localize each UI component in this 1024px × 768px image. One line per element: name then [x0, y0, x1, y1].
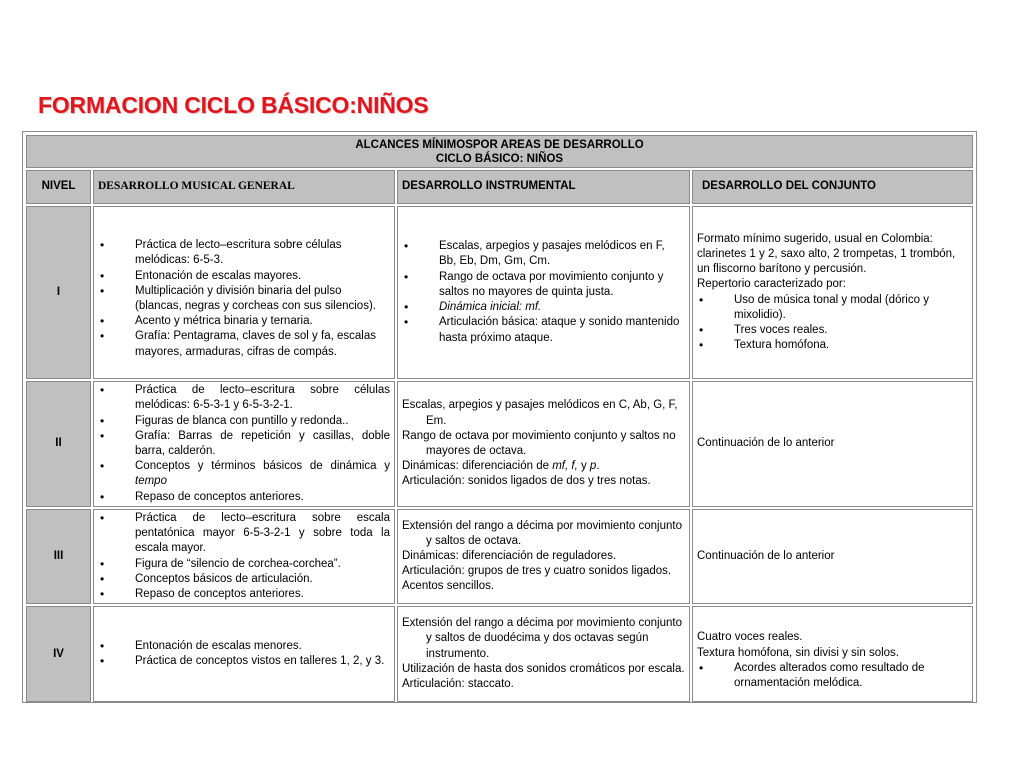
- instrumental-line: Extensión del rango a décima por movimiento conjunto y saltos de octava.: [402, 519, 682, 547]
- caption-line-1: ALCANCES MÍNIMOSPOR AREAS DE DESARROLLO: [355, 138, 644, 151]
- alcances-table-frame: [22, 131, 977, 703]
- list-item: • Uso de música tonal y modal (dórico y mixolidio).: [697, 293, 968, 323]
- conjunto-cell: Continuación de lo anterior: [692, 381, 973, 507]
- list-item: • Práctica de lecto–escritura sobre células melódicas: 6-5-3.: [98, 238, 390, 268]
- dinamicas-mf-f: mf, f,: [552, 460, 578, 473]
- list-item: • Figura de “silencio de corchea-corchea”.: [98, 557, 390, 572]
- tempo-term: tempo: [135, 475, 167, 488]
- instrumental-cell: [397, 509, 690, 604]
- table-caption: [26, 135, 973, 168]
- instrumental-cell: [397, 206, 690, 379]
- musical-cell: [93, 509, 395, 604]
- list-item: • Conceptos básicos de articulación.: [98, 572, 390, 587]
- list-item: • Grafía: Pentagrama, claves de sol y fa, escalas mayores, armaduras, cifras de compás.: [98, 329, 390, 359]
- page-title: FORMACION CICLO BÁSICO:NIÑOS: [38, 92, 429, 118]
- list-item: • Articulación básica: ataque y sonido mantenido hasta próximo ataque.: [402, 315, 685, 345]
- list-item: • Acordes alterados como resultado de ornamentación melódica.: [697, 661, 968, 691]
- conjunto-cell: Continuación de lo anterior: [692, 509, 973, 604]
- conjunto-text: Repertorio caracterizado por:: [697, 278, 846, 291]
- conjunto-cell: [692, 606, 973, 702]
- list-item: [98, 459, 390, 489]
- conjunto-text: Cuatro voces reales.: [697, 631, 803, 644]
- list-item: • Tres voces reales.: [697, 323, 968, 338]
- table-row: [26, 206, 973, 379]
- list-item: • Entonación de escalas menores.: [98, 639, 390, 654]
- list-item: • Práctica de lecto–escritura sobre células melódicas: 6-5-3-1 y 6-5-3-2-1.: [98, 383, 390, 413]
- nivel-cell: IV: [26, 606, 91, 702]
- column-header-conjunto: DESARROLLO DEL CONJUNTO: [692, 170, 973, 204]
- column-header-musical: DESARROLLO MUSICAL GENERAL: [93, 170, 395, 204]
- nivel-cell: I: [26, 206, 91, 379]
- nivel-cell: II: [26, 381, 91, 507]
- alcances-table: [24, 133, 975, 704]
- instrumental-cell: [397, 606, 690, 702]
- table-row: [26, 381, 973, 507]
- list-item: • Repaso de conceptos anteriores.: [98, 587, 390, 602]
- conjunto-text: Formato mínimo sugerido, usual en Colombia: clarinetes 1 y 2, saxo alto, 2 trompetas, 1 trombón, un fliscorno barítono y percusión.: [697, 232, 956, 276]
- conjunto-text: Textura homófona, sin divisi y sin solos.: [697, 646, 899, 659]
- instrumental-line: Rango de octava por movimiento conjunto y saltos no mayores de octava.: [402, 429, 676, 457]
- table-row: [26, 606, 973, 702]
- musical-cell: [93, 606, 395, 702]
- instrumental-line: [402, 459, 685, 474]
- instrumental-line: Dinámicas: diferenciación de reguladores.: [402, 550, 617, 562]
- table-row: [26, 509, 973, 604]
- instrumental-line: Utilización de hasta dos sonidos cromáticos por escala.: [402, 662, 685, 675]
- list-item: • Repaso de conceptos anteriores.: [98, 490, 390, 505]
- list-item: • Rango de octava por movimiento conjunto y saltos no mayores de quinta justa.: [402, 270, 685, 300]
- musical-cell: [93, 206, 395, 379]
- musical-cell: [93, 381, 395, 507]
- dinamicas-label: Dinámicas: diferenciación de: [402, 460, 553, 473]
- instrumental-line: Articulación: sonidos ligados de dos y tres notas.: [402, 475, 651, 488]
- dinamicas-end: .: [596, 460, 600, 473]
- instrumental-line: Extensión del rango a décima por movimiento conjunto y saltos de duodécima y dos octavas según instrumento.: [402, 617, 682, 660]
- caption-line-2: CICLO BÁSICO: NIÑOS: [435, 152, 564, 165]
- instrumental-line: Acentos sencillos.: [402, 580, 495, 593]
- dinamicas-p: p: [589, 460, 597, 473]
- list-item-text: Conceptos y términos básicos de dinámica y: [135, 460, 390, 473]
- list-item: • Acento y métrica binaria y ternaria.: [98, 314, 390, 329]
- instrumental-line: Articulación: grupos de tres y cuatro sonidos ligados.: [402, 565, 672, 578]
- instrumental-cell: [397, 381, 690, 507]
- list-item: • Grafía: Barras de repetición y casillas, doble barra, calderón.: [98, 429, 390, 459]
- instrumental-line: Escalas, arpegios y pasajes melódicos en C, Ab, G, F, Em.: [402, 399, 678, 427]
- dinamicas-y: y: [577, 460, 590, 473]
- list-item: • Dinámica inicial: mf.: [402, 300, 685, 315]
- column-header-nivel: NIVEL: [26, 170, 91, 204]
- column-header-instrumental: DESARROLLO INSTRUMENTAL: [397, 170, 690, 204]
- instrumental-line: Articulación: staccato.: [402, 678, 514, 691]
- conjunto-cell: [692, 206, 973, 379]
- list-item: • Multiplicación y división binaria del pulso (blancas, negras y corcheas con sus silencios).: [98, 284, 390, 314]
- list-item: • Práctica de conceptos vistos en talleres 1, 2, y 3.: [98, 654, 390, 669]
- list-item: • Textura homófona.: [697, 338, 968, 353]
- list-item: • Figuras de blanca con puntillo y redonda..: [98, 414, 390, 429]
- list-item: • Escalas, arpegios y pasajes melódicos en F, Bb, Eb, Dm, Gm, Cm.: [402, 239, 685, 269]
- nivel-cell: III: [26, 509, 91, 604]
- list-item: • Práctica de lecto–escritura sobre escala pentatónica mayor 6-5-3-2-1 y sobre toda la escala mayor.: [98, 511, 390, 557]
- list-item: • Entonación de escalas mayores.: [98, 269, 390, 284]
